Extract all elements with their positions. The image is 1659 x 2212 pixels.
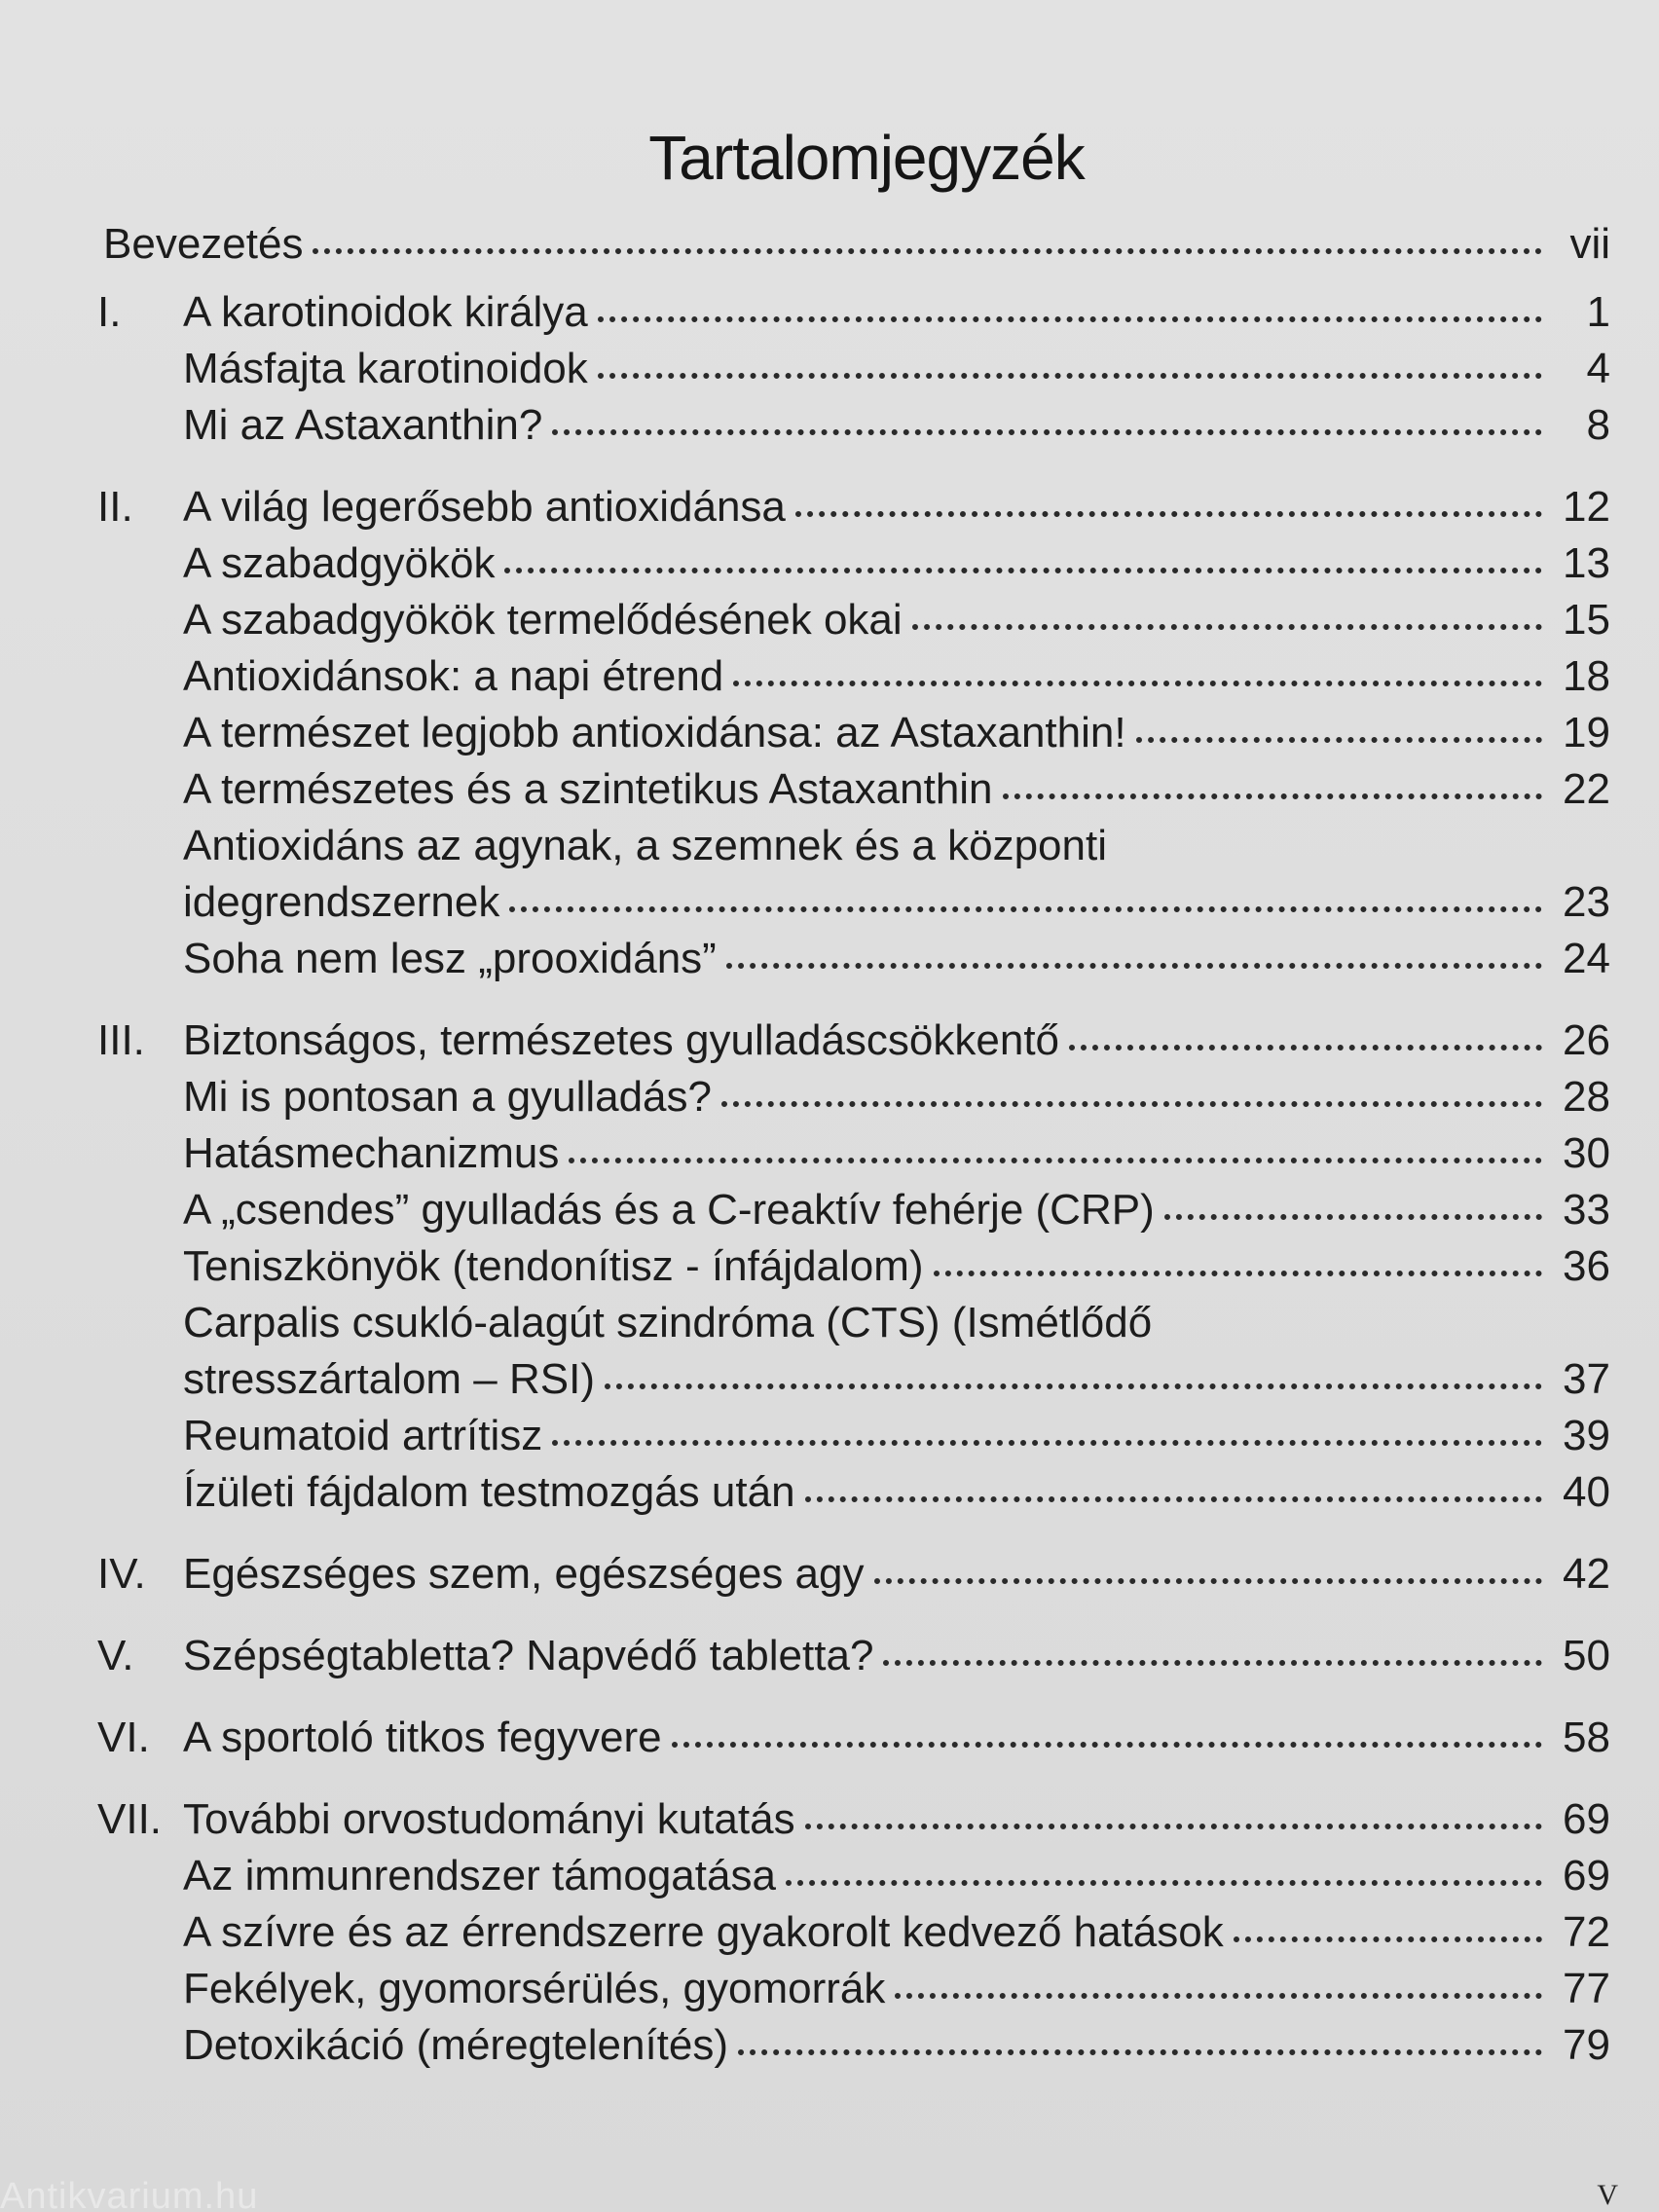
toc-chapter: [0, 1710, 1659, 1766]
toc-chapter: [0, 1546, 1659, 1603]
toc-entry: [0, 761, 1659, 818]
toc-entry-title: Egészséges szem, egészséges agy: [183, 1550, 865, 1598]
toc-entry-title: Bevezetés: [103, 220, 304, 268]
toc-entry-title: További orvostudományi kutatás: [183, 1795, 795, 1843]
toc-entry: [0, 1848, 1659, 1904]
toc-entry-continuation: [0, 1351, 1659, 1408]
toc-entry-title: Ízületi fájdalom testmozgás után: [183, 1468, 795, 1516]
toc-entry-title: Carpalis csukló-alagút szindróma (CTS) (Ismétlődő: [183, 1299, 1153, 1346]
toc-entry-title: Teniszkönyök (tendonítisz - ínfájdalom): [183, 1242, 924, 1290]
toc-chapter: [0, 479, 1659, 987]
toc-entry-title: A szabadgyökök: [183, 539, 496, 587]
dot-leader: [552, 429, 1542, 435]
toc-entry-title: Antioxidáns az agynak, a szemnek és a központi: [183, 822, 1107, 869]
dot-leader: [733, 681, 1542, 686]
toc-page-number: 4: [1586, 345, 1610, 392]
toc-entry: [0, 1238, 1659, 1295]
toc-page-number: 12: [1563, 483, 1610, 531]
toc-entry-title: Soha nem lesz „prooxidáns”: [183, 935, 717, 982]
dot-leader: [605, 1383, 1542, 1389]
toc-page-number: 13: [1563, 539, 1610, 587]
toc-entry-title: Szépségtabletta? Napvédő tabletta?: [183, 1632, 874, 1679]
dot-leader: [912, 624, 1542, 630]
toc-entry: [0, 1295, 1659, 1351]
dot-leader: [805, 1496, 1542, 1502]
dot-leader: [795, 511, 1542, 517]
dot-leader: [726, 963, 1542, 969]
toc-chapter: [0, 1628, 1659, 1684]
toc-entry-title: A „csendes” gyulladás és a C-reaktív fehérje (CRP): [183, 1186, 1155, 1234]
toc-page-number: 22: [1563, 765, 1610, 813]
toc-entry: [0, 1408, 1659, 1464]
toc-page-number: 79: [1563, 2021, 1610, 2069]
toc-page-number: 50: [1563, 1632, 1610, 1679]
toc-page-number: 33: [1563, 1186, 1610, 1234]
toc-entry: [0, 1904, 1659, 1961]
dot-leader: [672, 1742, 1542, 1748]
toc-chapter-heading: [0, 1710, 1659, 1766]
dot-leader: [874, 1578, 1543, 1584]
dot-leader: [598, 316, 1542, 322]
toc-page-number: 36: [1563, 1242, 1610, 1290]
toc-entry-title: A természet legjobb antioxidánsa: az Astaxanthin!: [183, 709, 1126, 756]
dot-leader: [805, 1824, 1542, 1829]
table-of-contents: [0, 216, 1659, 2099]
dot-leader: [313, 248, 1542, 254]
toc-entry-title: Az immunrendszer támogatása: [183, 1852, 776, 1899]
toc-entry: [0, 2017, 1659, 2074]
toc-entry-title: Reumatoid artrítisz: [183, 1412, 543, 1459]
toc-chapter-heading: [0, 1791, 1659, 1848]
toc-entry-title: Mi az Astaxanthin?: [183, 401, 543, 449]
toc-entry: [0, 818, 1659, 874]
dot-leader: [895, 1993, 1542, 1999]
dot-leader: [1234, 1936, 1542, 1942]
toc-entry-title: A szabadgyökök termelődésének okai: [183, 596, 903, 644]
toc-page-number: 69: [1563, 1852, 1610, 1899]
dot-leader: [504, 568, 1542, 573]
toc-entry-continuation: [0, 874, 1659, 931]
chapter-list: [0, 284, 1659, 2074]
dot-leader: [934, 1271, 1542, 1276]
toc-intro-row: [0, 216, 1659, 273]
toc-page-number: 37: [1563, 1355, 1610, 1403]
toc-entry-title-cont: idegrendszernek: [183, 878, 500, 926]
toc-page-number: vii: [1569, 220, 1610, 268]
toc-chapter: [0, 284, 1659, 454]
page-number: V: [1597, 2179, 1618, 2211]
toc-chapter-heading: [0, 479, 1659, 535]
chapter-numeral: II.: [97, 483, 133, 531]
dot-leader: [786, 1880, 1542, 1886]
toc-entry: [0, 397, 1659, 454]
chapter-numeral: IV.: [97, 1550, 146, 1598]
toc-entry-title: A világ legerősebb antioxidánsa: [183, 483, 786, 531]
chapter-numeral: III.: [97, 1016, 145, 1064]
chapter-numeral: V.: [97, 1632, 134, 1679]
toc-page-number: 39: [1563, 1412, 1610, 1459]
toc-page-number: 19: [1563, 709, 1610, 756]
toc-entry: [0, 1961, 1659, 2017]
toc-entry: [0, 648, 1659, 705]
toc-page-number: 1: [1586, 288, 1610, 336]
toc-page-number: 15: [1563, 596, 1610, 644]
toc-entry-title: Biztonságos, természetes gyulladáscsökkentő: [183, 1016, 1060, 1064]
toc-entry-title: A szívre és az érrendszerre gyakorolt kedvező hatások: [183, 1908, 1224, 1956]
toc-entry-title: Fekélyek, gyomorsérülés, gyomorrák: [183, 1965, 886, 2012]
toc-page-number: 30: [1563, 1129, 1610, 1177]
toc-entry-title: Másfajta karotinoidok: [183, 345, 588, 392]
toc-entry-title: A sportoló titkos fegyvere: [183, 1714, 662, 1761]
toc-entry: [0, 705, 1659, 761]
page-title: Tartalomjegyzék: [648, 122, 1085, 193]
toc-entry: [0, 1125, 1659, 1182]
toc-chapter: [0, 1791, 1659, 2074]
toc-chapter-heading: [0, 1013, 1659, 1069]
toc-page-number: 40: [1563, 1468, 1610, 1516]
toc-chapter: [0, 1013, 1659, 1521]
toc-entry: [0, 931, 1659, 987]
dot-leader: [1069, 1045, 1542, 1051]
toc-page-number: 8: [1586, 401, 1610, 449]
dot-leader: [721, 1101, 1542, 1107]
dot-leader: [552, 1440, 1542, 1446]
toc-page-number: 58: [1563, 1714, 1610, 1761]
toc-entry: [0, 1464, 1659, 1521]
dot-leader: [1136, 737, 1542, 743]
toc-entry-title: A természetes és a szintetikus Astaxanthin: [183, 765, 993, 813]
watermark: Antikvarium.hu: [0, 2176, 259, 2212]
toc-page-number: 24: [1563, 935, 1610, 982]
toc-entry: [0, 341, 1659, 397]
toc-entry-title-cont: stresszártalom – RSI): [183, 1355, 595, 1403]
toc-entry-title: A karotinoidok királya: [183, 288, 588, 336]
chapter-numeral: VI.: [97, 1714, 150, 1761]
chapter-numeral: I.: [97, 288, 122, 336]
dot-leader: [1003, 793, 1542, 799]
toc-page-number: 72: [1563, 1908, 1610, 1956]
dot-leader: [509, 906, 1542, 912]
chapter-numeral: VII.: [97, 1795, 163, 1843]
toc-page-number: 69: [1563, 1795, 1610, 1843]
dot-leader: [569, 1158, 1542, 1163]
toc-entry-title: Detoxikáció (méregtelenítés): [183, 2021, 729, 2069]
toc-entry: [0, 1182, 1659, 1238]
dot-leader: [1164, 1214, 1542, 1220]
toc-chapter-heading: [0, 1628, 1659, 1684]
dot-leader: [883, 1660, 1542, 1666]
toc-entry: [0, 592, 1659, 648]
toc-chapter-heading: [0, 1546, 1659, 1603]
toc-page-number: 77: [1563, 1965, 1610, 2012]
dot-leader: [598, 373, 1542, 379]
toc-entry: [0, 1069, 1659, 1125]
toc-entry-title: Hatásmechanizmus: [183, 1129, 560, 1177]
toc-page-number: 23: [1563, 878, 1610, 926]
dot-leader: [738, 2049, 1542, 2055]
toc-entry-title: Antioxidánsok: a napi étrend: [183, 652, 724, 700]
toc-entry: [0, 535, 1659, 592]
toc-entry-title: Mi is pontosan a gyulladás?: [183, 1073, 712, 1121]
toc-page-number: 26: [1563, 1016, 1610, 1064]
toc-page-number: 42: [1563, 1550, 1610, 1598]
toc-page-number: 28: [1563, 1073, 1610, 1121]
toc-page-number: 18: [1563, 652, 1610, 700]
toc-chapter-heading: [0, 284, 1659, 341]
